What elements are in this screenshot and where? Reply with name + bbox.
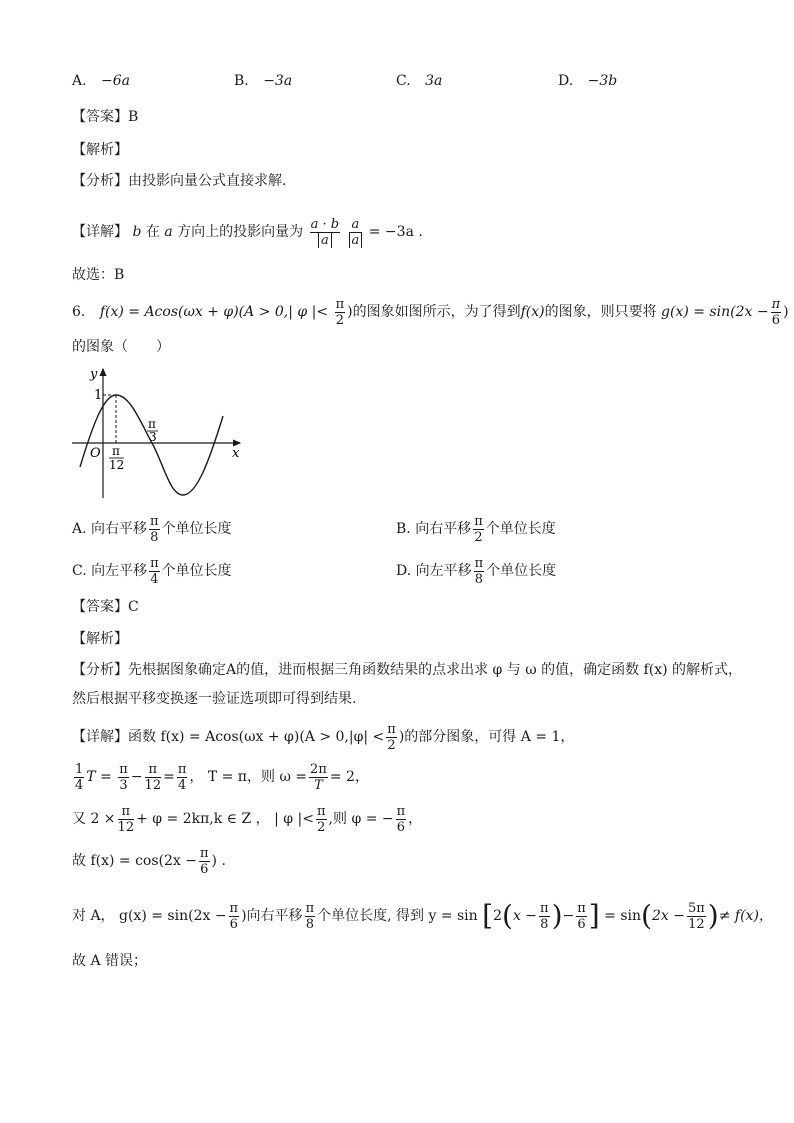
pi-over-12-num: π [112, 444, 120, 458]
x-axis-label: x [232, 446, 240, 461]
q6-cosine-graph [68, 364, 248, 504]
q5-guxuan: 故选：B [72, 267, 125, 283]
q5-option-d: D. −3b [558, 73, 618, 89]
q5-option-a: A. −6a [72, 73, 130, 89]
pi-over-12-den: 12 [109, 458, 125, 472]
q6-xj-line1: 【详解】函数 f(x) = Acos(ωx + φ)(A > 0,|φ| < $\frac{\pi}{2}$ )的部分图象，可得 A = 1， [72, 721, 575, 753]
q5-option-b: B. −3a [234, 73, 293, 89]
q6-xj-line3: 又 2 × $\frac{\pi}{12}$ + φ = 2kπ,k ∈ Z ， | φ |< $\frac{\pi}{2}$ ,则 φ = − $\frac{\pi}{6}$ ， [72, 803, 423, 835]
q6-option-b: B. 向右平移 $\frac{\pi}{2}$ 个单位长度 [396, 513, 556, 545]
cosine-curve [80, 395, 223, 495]
q6-jiexi: 【解析】 [72, 631, 128, 647]
q5-option-c: C. 3a [396, 73, 443, 89]
origin-label: O [90, 446, 101, 461]
q5-xiangjie: 【详解】 b 在 a 方向上的投影向量为 $\frac{a \cdot b}{a}$ $\frac{a}{a}$ = −3a . [72, 216, 423, 248]
q6-xj-line6: 故 A 错误； [72, 953, 148, 969]
q6-answer: 【答案】C [72, 599, 139, 615]
q6-xj-line5: 对 A， g(x) = sin(2x − $\frac{\pi}{6}$ )向右平移 $\frac{\pi}{8}$ 个单位长度, 得到 y = sin [2(x − $\frac{\pi}{8}$ )− $\frac{\pi}{6}$ ] = sin(2x − $\frac{5\pi}{12}$ )≠ f(x)， [72, 899, 773, 932]
q6-fenxi-2: 然后根据平移变换逐一验证选项即可得到结果. [72, 691, 357, 707]
q6-stem-line2: 的图象（ ） [72, 339, 170, 355]
q6-xj-line4: 故 f(x) = cos(2x − $\frac{\pi}{6}$ ) . [72, 845, 226, 877]
q5-jiexi: 【解析】 [72, 142, 128, 158]
q6-option-c: C. 向左平移 $\frac{\pi}{4}$ 个单位长度 [72, 555, 232, 587]
q5-fenxi: 【分析】由投影向量公式直接求解. [72, 173, 287, 189]
q6-option-a: A. 向右平移 $\frac{\pi}{8}$ 个单位长度 [72, 513, 232, 545]
pi-over-3-den: 3 [149, 430, 157, 444]
q6-stem: 6. f(x) = Acos(ωx + φ)(A > 0,| φ |< $\frac{\pi}{2}$ )的图象如图所示，为了得到f(x)的图象，则只要将 g(x) = sin(2x − $\frac{\pi}{6}$ ) [72, 296, 789, 328]
q5-answer: 【答案】B [72, 109, 139, 125]
q6-option-d: D. 向左平移 $\frac{\pi}{8}$ 个单位长度 [396, 555, 557, 587]
pi-over-3-num: π [148, 417, 156, 431]
y-axis-label: y [90, 367, 98, 382]
q6-xj-line2: $\frac{1}{4}$ T = $\frac{\pi}{3}$ − $\frac{\pi}{12}$ = $\frac{\pi}{4}$ ， T = π，则 ω = $\frac{2\pi}{T}$ = 2， [75, 761, 369, 793]
q6-fenxi: 【分析】先根据图象确定A的值，进而根据三角函数结果的点求出求 φ 与 ω 的值，确定函数 f(x) 的解析式， [72, 662, 743, 678]
q5-projection-fraction: $\frac{a \cdot b}{a}$ [310, 216, 340, 248]
q5-unit-fraction: $\frac{a}{a}$ [349, 217, 363, 248]
one-label: 1 [94, 388, 103, 403]
